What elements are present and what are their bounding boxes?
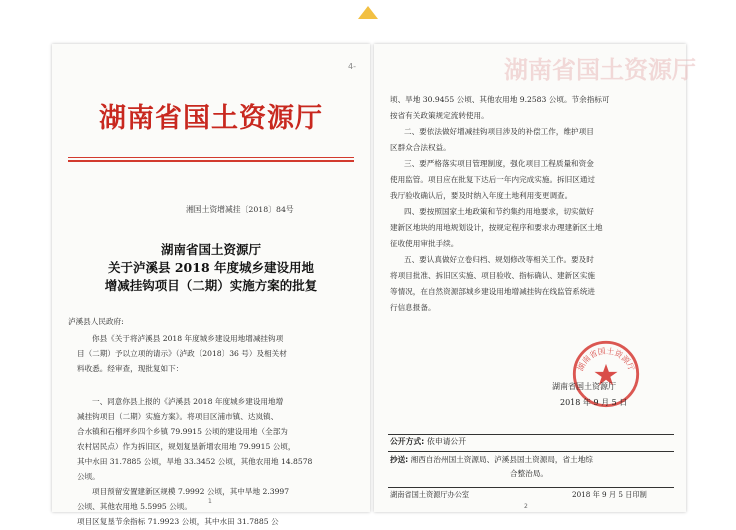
body-line: 三、要严格落实项目管理制度，强化项目工程质量和资金	[404, 159, 594, 168]
document-page-2	[374, 44, 696, 512]
body-line: 等情况，在自然资源部城乡建设用地增减挂钩在线监管系统进	[390, 287, 596, 296]
signature-organization: 湖南省国土资源厅	[552, 382, 616, 391]
addressee: 泸溪县人民政府:	[68, 317, 124, 326]
body-line: 将项目批准、拆旧区实施、项目验收、指标确认、建新区实施	[390, 271, 596, 280]
body-line: 使用监管。项目应在批复下达后一年内完成实施。拆旧区通过	[390, 175, 596, 184]
cc-label: 抄送:	[390, 455, 409, 464]
issuer-header: 湖南省国土资源厅	[99, 103, 323, 134]
body-line: 公顷。	[77, 472, 100, 481]
body-line: 公顷、其他农用地 5.5995 公顷。	[77, 502, 192, 511]
document-page-1	[52, 44, 370, 526]
disclosure-method	[390, 436, 466, 447]
footer-divider	[388, 487, 674, 488]
body-line: 四、要按照国家土地政策和节约集约用地要求，切实做好	[404, 207, 594, 216]
body-line: 征收使用审批手续。	[390, 239, 459, 248]
body-line: 其中水田 31.7885 公顷，旱地 33.3452 公顷，其他农用地 14.8578	[77, 457, 313, 466]
signature-date: 2018 年 9 月 5 日	[560, 398, 628, 407]
triangle-tab-icon[interactable]	[358, 6, 378, 19]
body-line: 建新区地块的用地规划设计，按规定程序和要求办理建新区土地	[390, 223, 603, 232]
cc-recipients-continued: 合整治局。	[510, 469, 548, 478]
document-title-line: 增减挂钩项目（二期）实施方案的批复	[104, 278, 318, 293]
body-line: 项目区复垦节余指标 71.9923 公顷，其中水田 31.7885 公	[77, 517, 279, 526]
cc-recipients: 湘西自治州国土资源局、泸溪县国土资源局，省土地综	[410, 455, 593, 464]
document-title-line: 湖南省国土资源厅	[160, 242, 261, 257]
seal-text: 湖南省国土资源厅	[575, 346, 637, 373]
pencil-note: 4-	[348, 62, 356, 71]
body-line: 区群众合法权益。	[390, 143, 451, 152]
cc-line	[390, 454, 593, 465]
page-number: 2	[524, 503, 528, 510]
body-line: 二、要依法做好增减挂钩项目涉及的补偿工作，维护项目	[404, 127, 594, 136]
body-line: 项目预留安置建新区规模 7.9992 公顷，其中旱地 2.3997	[92, 487, 290, 496]
footer-divider	[388, 451, 674, 452]
body-line: 你县《关于将泸溪县 2018 年度城乡建设用地增减挂钩项	[92, 334, 284, 343]
document-title-line: 关于泸溪县 2018 年度城乡建设用地	[108, 260, 314, 275]
document-number: 湘国土资增减挂〔2018〕84号	[186, 205, 294, 214]
body-line: 我厅验收确认后，要及时纳入年度土地利用变更调查。	[390, 191, 573, 200]
disclosure-label: 公开方式:	[390, 437, 425, 446]
disclosure-value: 依申请公开	[427, 437, 467, 446]
body-line: 料收悉。经审查，现批复如下：	[77, 364, 184, 373]
red-divider	[68, 160, 354, 162]
printing-office: 湖南省国土资源厅办公室	[390, 490, 470, 499]
page-number: 1	[208, 498, 212, 505]
body-line: 目（二期）予以立项的请示》（泸政〔2018〕36 号）及相关材	[77, 349, 287, 358]
body-line: 顷、旱地 30.9455 公顷、其他农用地 9.2583 公顷。节余指标可	[390, 95, 610, 104]
footer-divider	[388, 434, 674, 435]
printing-date: 2018 年 9 月 5 日印制	[572, 490, 647, 499]
body-line: 一、同意你县上报的《泸溪县 2018 年度城乡建设用地增	[92, 397, 284, 406]
body-line: 减挂钩项目（二期）实施方案》。将项目区浦市镇、达岚镇、	[77, 412, 279, 421]
bleed-through-header: 湖南省国土资源厅	[504, 56, 696, 84]
red-divider	[68, 157, 354, 158]
body-line: 行信息报备。	[390, 303, 436, 312]
body-line: 五、要认真做好立卷归档、规划修改等相关工作。要及时	[404, 255, 594, 264]
body-line: 农村居民点）作为拆旧区，规划复垦新增农用地 79.9915 公顷，	[77, 442, 296, 451]
body-line: 按省有关政策规定流转使用。	[390, 111, 489, 120]
body-line: 合水镇和石榴坪乡四个乡镇 79.9915 公顷的建设用地（全部为	[77, 427, 288, 436]
